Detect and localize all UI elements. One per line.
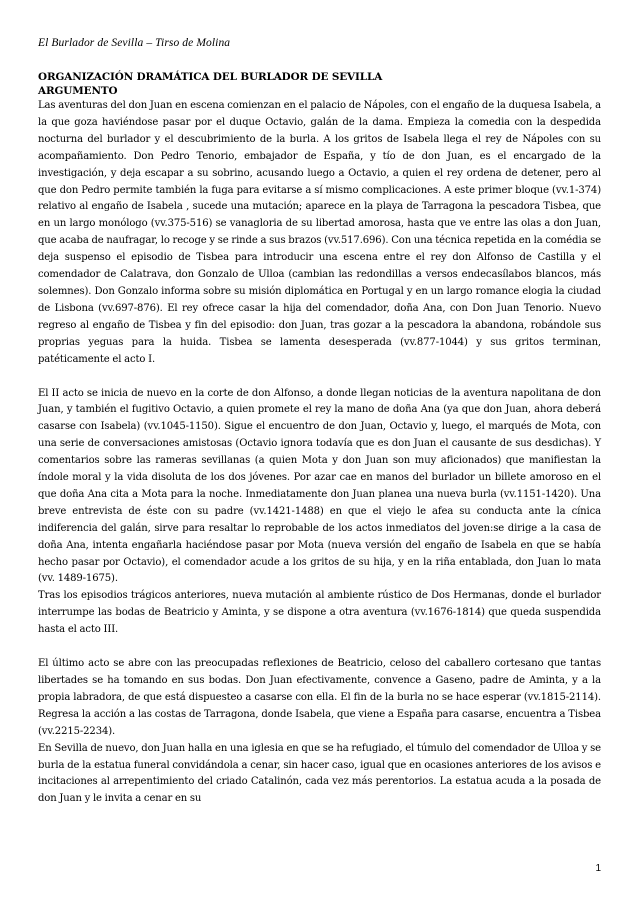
paragraph-act-3-sevilla: En Sevilla de nuevo, don Juan halla en una iglesia en que se ha refugiado, el túmulo del comendador de Ulloa y se burla de la estatua funeral convidándola a cenar, sin hacer caso, igual que en ocasiones anteriores de los avisos e incitaciones al arrepentimiento del criado Catalinón, cada vez más perentorios. La estatua acuda a la posada de don Juan y le invita a cenar en su [38, 742, 601, 805]
running-header: El Burlador de Sevilla – Tirso de Molina [38, 37, 231, 49]
paragraph-spacer [38, 639, 601, 656]
document-title: ORGANIZACIÓN DRAMÁTICA DEL BURLADOR DE SEVILLA [38, 71, 383, 83]
paragraph-spacer [38, 369, 601, 386]
document-page [38, 0, 601, 903]
page-number: 1 [595, 863, 601, 874]
paragraph-act-1: Las aventuras del don Juan en escena comienzan en el palacio de Nápoles, con el engaño de la duquesa Isabela, a la que goza haviéndose pasar por el duque Octavio, galán de la dama. Empieza la comedia con la despedida nocturna del burlador y el descubrimiento de la burla. A los gritos de Isabela llega el rey de Nápoles con su acompañamiento. Don Pedro Tenorio, embajador de España, y tío de don Juan, es el encargado de la investigación, y deja escapar a su sobrino, acusando luego a Octavio, a quien el rey ordena de detener, pero al que don Pedro permite también la fuga para evitarse a sí mismo complicaciones. A este primer bloque (vv.1-374) relativo al engaño de Isabela , sucede una mutación; aparece en la playa de Tarragona la pescadora Tisbea, que en un largo monólogo (vv.375-516) se vanagloria de su libertad amorosa, hasta que ve entre las olas a don Juan, que acaba de naufragar, lo recoge y se rinde a sus brazos (vv.517.696). Con una técnica repetida en la comédia se deja suspenso el episodio de Tisbea para introducir una escena entre el rey don Alfonso de Castilla y el comendador de Calatrava, don Gonzalo de Ulloa (cambian las redondillas a versos endecasílabos blancos, más solemnes). Don Gonzalo informa sobre su misión diplomática en Portugal y en un largo romance elogia la ciudad de Lisbona (vv.697-876). El rey ofrece casar la hija del comendador, doña Ana, con Don Juan Tenorio. Nuevo regreso al engaño de Tisbea y fin del episodio: don Juan, tras gozar a la pescadora la abandona, robándole sus proprias yeguas para la huida. Tisbea se lamenta desesperada (vv.877-1044) y sus gritos terminan, patéticamente el acto I. [38, 100, 601, 365]
paragraph-act-3: El último acto se abre con las preocupadas reflexiones de Beatricio, celoso del caballero cortesano que tantas libertades se ha tomando en sus bodas. Don Juan efectivamente, convence a Gaseno, padre de Aminta, y a la propia labradora, de que está dispuesteo a casarse con ella. El fin de la burla no se hace esperar (vv.1815-2114). Regresa la acción a las costas de Tarragona, donde Isabela, que viene a España para casarse, encuentra a Tisbea (vv.2215-2234). [38, 658, 601, 737]
paragraph-act-2-end: Tras los episodios trágicos anteriores, nueva mutación al ambiente rústico de Dos Hermanas, donde el burlador interrumpe las bodas de Beatricio y Aminta, y se dispone a otra aventura (vv.1676-1814) que queda suspendida hasta el acto III. [38, 590, 601, 636]
document-content [38, 70, 601, 808]
paragraph-act-2: El II acto se inicia de nuevo en la corte de don Alfonso, a donde llegan noticias de la aventura napolitana de don Juan, y también el fugitivo Octavio, a quien promete el rey la mano de doña Ana (ya que don Juan, ahora deberá casarse con Isabela) (vv.1045-1150). Sigue el encuentro de don Juan, Octavio y, luego, el marqués de Mota, con una serie de conversaciones amistosas (Octavio ignora todavía que es don Juan el causante de sus desdichas). Y comentarios sobre las rameras sevillanas (a quien Mota y don Juan son muy aficionados) que manifiestan la índole moral y la vida disoluta de los dos jóvenes. Por azar cae en manos del burlador un billete amoroso en el que doña Ana cita a Mota para la noche. Inmediatamente don Juan planea una nueva burla (vv.1151-1420). Una breve entrevista de éste con su padre (vv.1421-1488) en que el viejo le afea su conducta ante la cínica indiferencia del galán, sirve para resaltar lo reprobable de los actos inmediatos del joven:se dirige a la casa de doña Ana, intenta engañarla haciéndose pasar por Mota (nueva versión del engaño de Isabela en que se había hecho pasar por Octavio), el comendador acude a los gritos de su hija, y en la riña entablada, don Juan lo mata (vv. 1489-1675). [38, 387, 601, 585]
document-subtitle: ARGUMENTO [38, 85, 118, 97]
